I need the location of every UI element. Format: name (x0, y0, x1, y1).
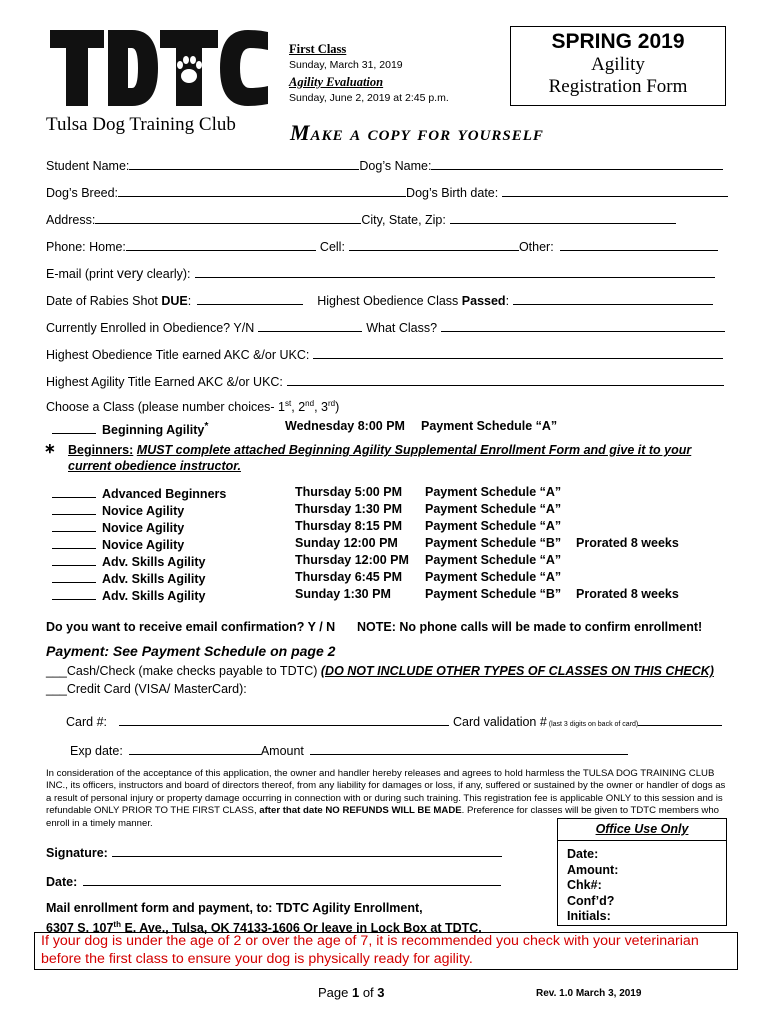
class-choice-field[interactable] (52, 587, 96, 600)
class-choice-field[interactable] (52, 553, 96, 566)
class-payment: Payment Schedule “A” (425, 485, 562, 499)
card-row (66, 712, 722, 729)
agility-title-label: Highest Agility Title Earned AKC &/or UKC: (46, 375, 283, 389)
class-time: Thursday 1:30 PM (295, 502, 402, 516)
schedule-title-first: First Class (289, 42, 347, 56)
rabies-date-field[interactable] (197, 291, 303, 305)
class-name: Novice Agility (102, 504, 185, 518)
card-validation-label: Card validation # (453, 715, 547, 729)
city-state-zip-label: City, State, Zip: (361, 213, 446, 227)
agility-title-field[interactable] (287, 372, 724, 386)
class-row (52, 502, 184, 518)
row-obed-title (46, 345, 723, 362)
tdtc-logo (50, 30, 270, 108)
liability-text-part1: In consideration of the acceptance of this application, the owner and handler hereby releases and agrees to hold harmless the TULSA DOG TRAINING CLUB INC., its officers, instructors and board of directors thereof, from any liability for damages or loss, if any, suffered or sustained by the owner or handler of dogs as a result of personal injury or property damage occurring in connection with or during such training. This registration fee is applicable ONLY to this session and is refundable ONLY PRIOR TO THE FIRST CLASS, (46, 768, 726, 817)
phone-note: NOTE: No phone calls will be made to confirm enrollment! (357, 620, 703, 634)
class-extra: Prorated 8 weeks (576, 587, 679, 601)
office-item: Amount: (567, 862, 619, 877)
date-field[interactable] (83, 872, 501, 886)
card-validation-note: (last 3 digits on back of card) (546, 721, 639, 728)
office-use-box (557, 818, 727, 926)
credit-choice-field[interactable]: ___ (46, 682, 67, 696)
class-time: Thursday 6:45 PM (295, 570, 402, 584)
enrolled-field[interactable] (258, 318, 362, 332)
dogs-breed-label: Dog’s Breed: (46, 186, 119, 200)
credit-label: Credit Card (VISA/ MasterCard): (66, 682, 247, 696)
exp-row (70, 741, 628, 758)
row-phone (46, 237, 718, 254)
form-title: Registration Form (548, 76, 688, 97)
row-email (46, 264, 715, 281)
make-copy-heading: Make a copy for yourself (290, 120, 544, 145)
class-name: Adv. Skills Agility (102, 555, 206, 569)
liability-text-bold: after that date NO REFUNDS WILL BE MADE (259, 805, 462, 817)
dogs-breed-field[interactable] (118, 183, 406, 197)
row-choose-class (46, 399, 339, 414)
class-row (52, 519, 184, 535)
mail-line-1: Mail enrollment form and payment, to: TDTC Agility Enrollment, (46, 901, 423, 915)
rabies-label-pre: Date of Rabies Shot (46, 294, 162, 308)
what-class-label: What Class? (366, 321, 438, 335)
class-name: Novice Agility (102, 538, 185, 552)
class-payment: Payment Schedule “A” (425, 502, 562, 516)
class-choice-field[interactable] (52, 536, 96, 549)
payment-heading: Payment: See Payment Schedule on page 2 (46, 643, 336, 659)
beginner-note (68, 443, 728, 474)
page-label: Page (318, 985, 352, 1000)
title-box (510, 26, 726, 106)
enrolled-label: Currently Enrolled in Obedience? Y/N (46, 321, 255, 335)
class-payment: Payment Schedule “B” (425, 536, 562, 550)
class-row (52, 485, 226, 501)
beginner-note-label: Beginners: (68, 443, 134, 457)
mail-instructions (46, 901, 482, 936)
other-label: Other: (518, 240, 554, 254)
beginning-choice-field[interactable] (52, 421, 96, 434)
logo-graphic (50, 30, 270, 108)
amount-field[interactable] (310, 741, 628, 755)
obed-class-label-passed: Passed (461, 294, 506, 308)
class-time: Sunday 1:30 PM (295, 587, 391, 601)
schedule-block (289, 42, 499, 108)
mail-line-2-post: E. Ave., Tulsa, OK 74133-1606 Or leave in Lock Box at TDTC. (120, 920, 482, 935)
row-breed (46, 183, 728, 200)
beginning-star: * (204, 421, 209, 432)
liability-text-part2: . Preference for classes will be given to TDTC members who enroll in a timely manner. (46, 805, 720, 829)
obed-title-label: Highest Obedience Title earned AKC &/or UKC: (46, 348, 310, 362)
office-item: Conf’d? (567, 893, 615, 908)
signature-field[interactable] (112, 843, 502, 857)
obed-class-field[interactable] (513, 291, 713, 305)
phone-home-label: Phone: Home: (46, 240, 126, 254)
class-extra: Prorated 8 weeks (576, 536, 679, 550)
schedule-date-eval: Sunday, June 2, 2019 at 2:45 p.m. (289, 92, 449, 104)
phone-home-field[interactable] (126, 237, 316, 251)
class-name: Novice Agility (102, 521, 185, 535)
row-student (46, 156, 723, 173)
class-name: Adv. Skills Agility (102, 589, 206, 603)
email-confirm-question: Do you want to receive email confirmation? Y / N (46, 620, 336, 634)
row-rabies (46, 291, 713, 308)
beginning-payment: Payment Schedule “A” (421, 419, 558, 433)
address-field[interactable] (95, 210, 361, 224)
obed-class-label-colon: : (505, 294, 510, 308)
exp-date-label: Exp date: (70, 744, 123, 758)
what-class-field[interactable] (441, 318, 725, 332)
class-payment: Payment Schedule “A” (425, 553, 562, 567)
beginning-label: Beginning Agility (102, 423, 205, 438)
dogs-birth-label: Dog’s Birth date: (406, 186, 499, 200)
class-row-beginning (52, 421, 208, 437)
beginner-note-bullet: ∗ (44, 440, 56, 456)
class-row (52, 536, 184, 552)
signature-label: Signature: (46, 846, 108, 860)
sup-third: rd (327, 399, 336, 408)
row-agility-title (46, 372, 724, 389)
other-field[interactable] (560, 237, 718, 251)
class-row (52, 587, 206, 603)
cell-label: Cell: (319, 240, 345, 254)
mail-sup: th (113, 919, 121, 929)
class-row (52, 570, 206, 586)
date-label: Date: (46, 875, 78, 889)
season-title: SPRING 2019 (551, 30, 685, 53)
student-name-field[interactable] (129, 156, 359, 170)
rabies-label-due: DUE (161, 294, 188, 308)
row-address (46, 210, 676, 227)
obed-title-field[interactable] (313, 345, 723, 359)
mail-line-2-pre: 6307 S. 107 (46, 920, 114, 935)
city-state-zip-field[interactable] (450, 210, 676, 224)
date-row (46, 872, 501, 889)
class-row (52, 553, 206, 569)
class-choice-field[interactable] (52, 485, 96, 498)
age-warning: If your dog is under the age of 2 or over the age of 7, it is recommended you check with your veterinarian before the first class to ensure your dog is physically ready for agility. (34, 932, 738, 970)
form-subject: Agility (591, 54, 645, 75)
exp-date-field[interactable] (129, 741, 261, 755)
schedule-title-eval: Agility Evaluation (289, 75, 384, 89)
schedule-date-first: Sunday, March 31, 2019 (289, 59, 403, 71)
page-current: 1 (351, 985, 360, 1000)
sup-first: st (285, 399, 292, 408)
cell-field[interactable] (349, 237, 519, 251)
office-item: Chk#: (567, 878, 602, 892)
choose-class-text: Choose a Class (please number choices- 1 (46, 400, 286, 415)
card-number-field[interactable] (119, 712, 449, 726)
class-time: Thursday 8:15 PM (295, 519, 402, 533)
card-number-label: Card #: (66, 715, 107, 729)
page-of: of (359, 985, 378, 1000)
dogs-birth-field[interactable] (502, 183, 728, 197)
cash-label: Cash/Check (make checks payable to TDTC) (66, 664, 321, 678)
office-item: Date: (567, 847, 599, 861)
class-name: Adv. Skills Agility (102, 572, 206, 586)
class-choice-field[interactable] (52, 502, 96, 515)
beginning-time: Wednesday 8:00 PM (285, 419, 405, 433)
email-label-post: clearly): (143, 267, 191, 281)
choose-class-text-3: , 3 (314, 400, 328, 415)
email-label-pre: E-mail (print (46, 267, 117, 281)
class-time: Thursday 5:00 PM (295, 485, 402, 499)
student-name-label: Student Name: (46, 159, 130, 173)
class-time: Thursday 12:00 PM (295, 553, 409, 567)
office-use-title: Office Use Only (558, 819, 726, 841)
page-total: 3 (377, 985, 385, 1000)
sup-second: nd (305, 399, 315, 408)
amount-label: Amount (260, 744, 304, 758)
card-validation-field[interactable] (638, 712, 722, 726)
club-name: Tulsa Dog Training Club (46, 114, 236, 135)
cash-warning: (DO NOT INCLUDE OTHER TYPES OF CLASSES ON THIS CHECK) (320, 664, 714, 678)
obed-class-label-pre: Highest Obedience Class (317, 294, 462, 308)
rabies-label-colon: : (187, 294, 192, 308)
dogs-name-label: Dog’s Name: (359, 159, 432, 173)
row-enrolled (46, 318, 725, 335)
beginner-note-text: MUST complete attached Beginning Agility Supplemental Enrollment Form and give it to your (136, 443, 692, 457)
class-payment: Payment Schedule “B” (425, 587, 562, 601)
class-choice-field[interactable] (52, 570, 96, 583)
cash-choice-field[interactable]: ___ (46, 664, 67, 678)
class-payment: Payment Schedule “A” (425, 570, 562, 584)
address-label: Address: (46, 213, 96, 227)
class-payment: Payment Schedule “A” (425, 519, 562, 533)
cash-row (46, 664, 714, 678)
dogs-name-field[interactable] (431, 156, 723, 170)
office-item: Initials: (567, 909, 611, 923)
page-number (318, 985, 385, 1000)
class-choice-field[interactable] (52, 519, 96, 532)
beginner-note-text-2: current obedience instructor. (68, 458, 241, 473)
credit-row (46, 682, 247, 696)
revision: Rev. 1.0 March 3, 2019 (536, 988, 642, 999)
class-name: Advanced Beginners (102, 487, 227, 501)
email-label-very: very (116, 265, 144, 281)
choose-class-text-2: , 2 (291, 400, 306, 415)
email-field[interactable] (195, 264, 715, 278)
choose-class-text-4: ) (335, 400, 340, 415)
class-time: Sunday 12:00 PM (295, 536, 398, 550)
signature-row (46, 843, 502, 860)
